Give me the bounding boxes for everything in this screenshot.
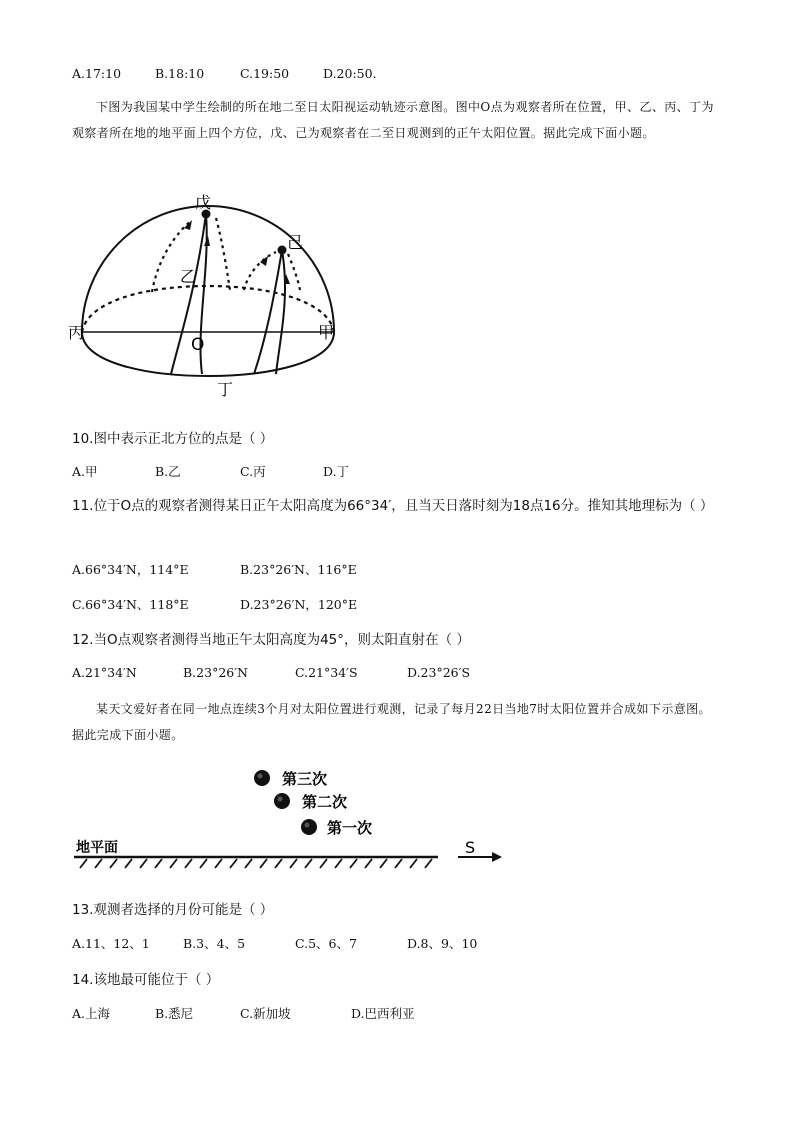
- q10-stem: 10.图中表示正北方位的点是（ ）: [72, 431, 274, 447]
- label-wu: 戊: [195, 193, 212, 212]
- label-horizon: 地平面: [76, 840, 118, 856]
- q9-option-c: C.19:50: [240, 66, 290, 81]
- q11-option-c: C.66°34′N、118°E: [72, 597, 189, 612]
- sun-position-ji: [278, 246, 287, 255]
- label-ji: 己: [287, 233, 304, 252]
- label-first: 第一次: [327, 819, 373, 837]
- label-second: 第二次: [302, 793, 348, 811]
- q12-option-c: C.21°34′S: [295, 665, 358, 680]
- q10-option-d: D.丁: [323, 464, 350, 479]
- q13-option-b: B.3、4、5: [183, 936, 246, 951]
- label-bing: 丙: [68, 323, 85, 342]
- q14-option-b: B.悉尼: [155, 1006, 194, 1021]
- label-jia: 甲: [318, 323, 335, 342]
- q12-option-d: D.23°26′S: [407, 665, 471, 680]
- q12-option-b: B.23°26′N: [183, 665, 248, 680]
- q10-option-a: A.甲: [72, 464, 98, 479]
- q14-stem: 14.该地最可能位于（ ）: [72, 972, 220, 988]
- q9-option-a: A.17:10: [72, 66, 122, 81]
- sun-first: [301, 819, 317, 835]
- q12-option-a: A.21°34′N: [72, 665, 137, 680]
- label-south: S: [465, 838, 476, 857]
- q10-option-b: B.乙: [155, 464, 181, 479]
- q11-option-a: A.66°34′N，114°E: [72, 562, 189, 577]
- q14-option-c: C.新加坡: [240, 1006, 291, 1021]
- intro-paragraph-1: 下图为我国某中学生绘制的所在地二至日太阳视运动轨迹示意图。图中O点为观察者所在位置，甲、乙、丙、丁为观察者所在地的地平面上四个方位，戊、己为观察者在二至日观测到的正午太阳位置。据此完成下面小题。: [72, 100, 714, 140]
- sun-path-diagram: [68, 188, 348, 408]
- q11-option-b: B.23°26′N、116°E: [240, 562, 357, 577]
- q13-option-a: A.11、12、1: [72, 936, 150, 951]
- horizon-hatching: [80, 859, 432, 868]
- label-ding: 丁: [217, 380, 234, 399]
- label-o: O: [191, 335, 205, 355]
- sun-observation-diagram: [72, 760, 512, 870]
- label-third: 第三次: [282, 770, 328, 788]
- q11-stem: 11.位于O点的观察者测得某日正午太阳高度为66°34′，且当天日落时刻为18点16分。推知其地理标为（ ）: [72, 498, 714, 514]
- sun-third: [254, 770, 270, 786]
- q11-option-d: D.23°26′N，120°E: [240, 597, 358, 612]
- intro-paragraph-2: 某天文爱好者在同一地点连续3个月对太阳位置进行观测，记录了每月22日当地7时太阳位置并合成如下示意图。据此完成下面小题。: [72, 702, 711, 742]
- q9-option-b: B.18:10: [155, 66, 205, 81]
- q9-option-d: D.20:50.: [323, 66, 377, 81]
- sun-second: [274, 793, 290, 809]
- q13-option-d: D.8、9、10: [407, 936, 478, 951]
- q13-option-c: C.5、6、7: [295, 936, 357, 951]
- q10-option-c: C.丙: [240, 464, 266, 479]
- q12-stem: 12.当O点观察者测得当地正午太阳高度为45°，则太阳直射在（ ）: [72, 632, 470, 648]
- q14-option-d: D.巴西利亚: [351, 1006, 415, 1021]
- q14-option-a: A.上海: [72, 1006, 111, 1021]
- q13-stem: 13.观测者选择的月份可能是（ ）: [72, 902, 274, 918]
- label-yi: 乙: [180, 267, 197, 286]
